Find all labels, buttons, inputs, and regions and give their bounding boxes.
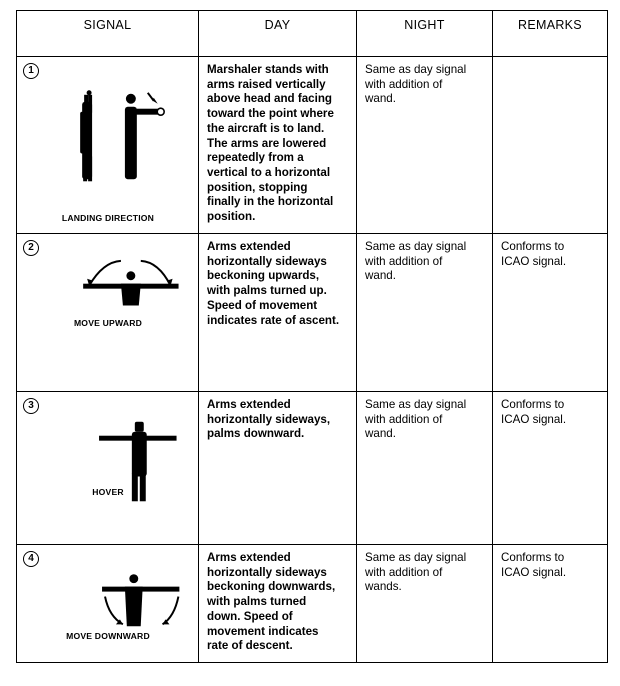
signal-caption: HOVER: [92, 487, 124, 497]
remarks-text: [493, 57, 607, 67]
remarks-cell: [493, 234, 608, 392]
remarks-cell: [493, 392, 608, 545]
row-number: 2: [23, 240, 39, 256]
day-text: Arms extended horizontally sideways beckoning downwards, with palms turned down. Speed of movement indicates rate of descent.: [207, 551, 336, 653]
landing-direction-figure-icon: [17, 57, 199, 233]
signal-caption: MOVE UPWARD: [73, 318, 143, 328]
day-text: Arms extended horizontally sideways, palms downward.: [207, 398, 331, 441]
signal-cell: [17, 392, 199, 545]
night-cell: [357, 57, 493, 234]
day-text: Arms extended horizontally sideways beckoning upwards, with palms turned up. Speed of movement indicates rate of ascent.: [207, 240, 340, 327]
remarks-text: Conforms to ICAO signal.: [501, 551, 567, 579]
signal-caption: MOVE DOWNWARD: [66, 631, 150, 641]
row-number: 3: [23, 398, 39, 414]
night-text: Same as day signal with addition of wand.: [365, 240, 467, 283]
table-row: [17, 392, 608, 545]
table-row: [17, 234, 608, 392]
header-signal: SIGNAL: [17, 11, 199, 57]
night-cell: [357, 234, 493, 392]
row-number: 1: [23, 63, 39, 79]
night-cell: [357, 545, 493, 663]
day-cell: [199, 234, 357, 392]
signal-cell: [17, 545, 199, 663]
header-night: NIGHT: [357, 11, 493, 57]
signal-cell: [17, 234, 199, 392]
remarks-text: Conforms to ICAO signal.: [501, 240, 567, 268]
day-cell: [199, 545, 357, 663]
day-cell: [199, 392, 357, 545]
move-upward-figure-icon: [17, 234, 199, 391]
header-remarks: REMARKS: [493, 11, 608, 57]
remarks-text: Conforms to ICAO signal.: [501, 398, 567, 426]
table-row: [17, 545, 608, 663]
night-cell: [357, 392, 493, 545]
night-text: Same as day signal with addition of wand.: [365, 63, 467, 106]
move-downward-figure-icon: [17, 545, 199, 662]
row-number: 4: [23, 551, 39, 567]
table-row: [17, 57, 608, 234]
header-row: [17, 11, 608, 57]
remarks-cell: [493, 57, 608, 234]
night-text: Same as day signal with addition of wands.: [365, 551, 467, 594]
night-text: Same as day signal with addition of wand.: [365, 398, 467, 441]
signal-cell: [17, 57, 199, 234]
day-text: Marshaler stands with arms raised vertically above head and facing toward the point where the aircraft is to land. The arms are lowered repeatedly from a vertical to a horizontal position, stopping finally in the horizontal position.: [207, 63, 334, 224]
header-day: DAY: [199, 11, 357, 57]
day-cell: [199, 57, 357, 234]
remarks-cell: [493, 545, 608, 663]
signal-table: [16, 10, 608, 663]
hover-figure-icon: [17, 392, 199, 544]
signal-caption: LANDING DIRECTION: [61, 213, 155, 223]
